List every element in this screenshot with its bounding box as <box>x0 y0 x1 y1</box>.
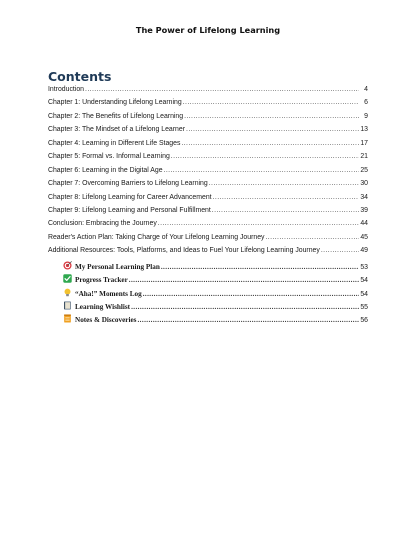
dot-leader <box>161 263 359 271</box>
dot-leader <box>131 303 359 311</box>
toc-entry-title: Reader's Action Plan: Taking Charge of Your Lifelong Learning Journey <box>48 233 265 241</box>
toc-entry-page: 6 <box>364 99 368 107</box>
toc-entry-chapter-4[interactable] <box>48 140 368 153</box>
toc-entry-action-plan[interactable] <box>48 234 368 247</box>
toc-entry-chapter-9[interactable] <box>48 207 368 220</box>
toc-entry-chapter-1[interactable] <box>48 99 368 112</box>
dot-leader <box>171 153 359 160</box>
dot-leader <box>265 234 359 241</box>
dot-leader <box>158 220 359 227</box>
book-icon <box>63 301 72 310</box>
checkmark-icon <box>63 274 72 283</box>
dot-leader <box>184 113 359 120</box>
toc-entry-chapter-6[interactable] <box>48 167 368 180</box>
toc-entry-title: Chapter 4: Learning in Different Life Stages <box>48 139 181 147</box>
toc-entry-chapter-8[interactable] <box>48 194 368 207</box>
toc-entry-chapter-3[interactable] <box>48 126 368 139</box>
toc-subentry-wishlist[interactable] <box>48 301 368 314</box>
dot-leader <box>181 140 359 147</box>
toc-entry-page: 53 <box>360 263 368 271</box>
dot-leader <box>143 290 359 298</box>
toc-entry-introduction[interactable] <box>48 86 368 99</box>
dot-leader <box>183 99 359 106</box>
toc-entry-page: 44 <box>360 220 368 228</box>
notepad-icon <box>63 314 72 323</box>
toc-entry-title: Chapter 2: The Benefits of Lifelong Learning <box>48 112 184 120</box>
toc-entry-conclusion[interactable] <box>48 220 368 233</box>
dot-leader <box>137 316 359 324</box>
toc-entry-additional-resources[interactable] <box>48 247 368 260</box>
toc-entry-title: Chapter 7: Overcoming Barriers to Lifelong Learning <box>48 180 208 188</box>
toc-entry-page: 39 <box>360 206 368 214</box>
toc-entry-title: Additional Resources: Tools, Platforms, and Ideas to Fuel Your Lifelong Learning Journey <box>48 247 320 255</box>
toc-entry-page: 56 <box>360 317 368 325</box>
toc-entry-page: 54 <box>360 277 368 285</box>
toc-entry-title: Notes & Discoveries <box>75 316 137 325</box>
toc-entry-title: Introduction <box>48 86 85 93</box>
toc-subentry-aha-log[interactable] <box>48 288 368 301</box>
toc-entry-page: 30 <box>360 180 368 188</box>
lightbulb-icon <box>63 288 72 297</box>
toc-entry-chapter-5[interactable] <box>48 153 368 166</box>
toc-entry-page: 4 <box>364 86 368 93</box>
toc-entry-title: Chapter 5: Formal vs. Informal Learning <box>48 153 170 161</box>
dot-leader <box>186 126 359 133</box>
dot-leader <box>85 86 359 93</box>
toc-entry-title: Chapter 8: Lifelong Learning for Career Advancement <box>48 193 212 201</box>
toc-entry-page: 55 <box>360 304 368 311</box>
dot-leader <box>164 167 359 174</box>
toc-entry-title: “Aha!” Moments Log <box>75 289 142 298</box>
target-icon <box>63 261 72 270</box>
toc-entry-page: 13 <box>360 126 368 134</box>
toc-entry-title: Chapter 6: Learning in the Digital Age <box>48 166 163 174</box>
dot-leader <box>321 247 359 254</box>
toc-entry-page: 17 <box>360 139 368 147</box>
toc-heading: Contents <box>48 69 112 84</box>
toc-subentry-notes[interactable] <box>48 314 368 327</box>
dot-leader <box>129 276 359 284</box>
toc-entry-title: Chapter 1: Understanding Lifelong Learning <box>48 99 182 107</box>
document-title: The Power of Lifelong Learning <box>135 25 281 35</box>
toc-subentry-progress-tracker[interactable] <box>48 274 368 287</box>
toc-entry-title: My Personal Learning Plan <box>75 262 160 271</box>
toc-entry-title: Chapter 3: The Mindset of a Lifelong Learner <box>48 126 186 134</box>
toc-entry-chapter-7[interactable] <box>48 180 368 193</box>
toc-entry-title: Conclusion: Embracing the Journey <box>48 220 157 228</box>
dot-leader <box>213 194 359 201</box>
toc-entry-chapter-2[interactable] <box>48 113 368 126</box>
toc-entry-title: Learning Wishlist <box>75 303 131 311</box>
toc-entry-page: 54 <box>360 290 368 298</box>
toc-entry-title: Progress Tracker <box>75 276 128 285</box>
toc-entry-page: 21 <box>360 153 368 161</box>
dot-leader <box>212 207 359 214</box>
toc-entry-page: 25 <box>360 166 368 174</box>
dot-leader <box>209 180 359 187</box>
toc-subentry-learning-plan[interactable] <box>48 261 368 274</box>
toc-entry-title: Chapter 9: Lifelong Learning and Personal Fulfillment <box>48 206 211 214</box>
toc-entry-page: 45 <box>360 233 368 241</box>
toc-entry-page: 9 <box>364 112 368 120</box>
toc-entry-page: 34 <box>360 193 368 201</box>
table-of-contents <box>48 86 368 328</box>
toc-entry-page: 49 <box>360 247 368 255</box>
